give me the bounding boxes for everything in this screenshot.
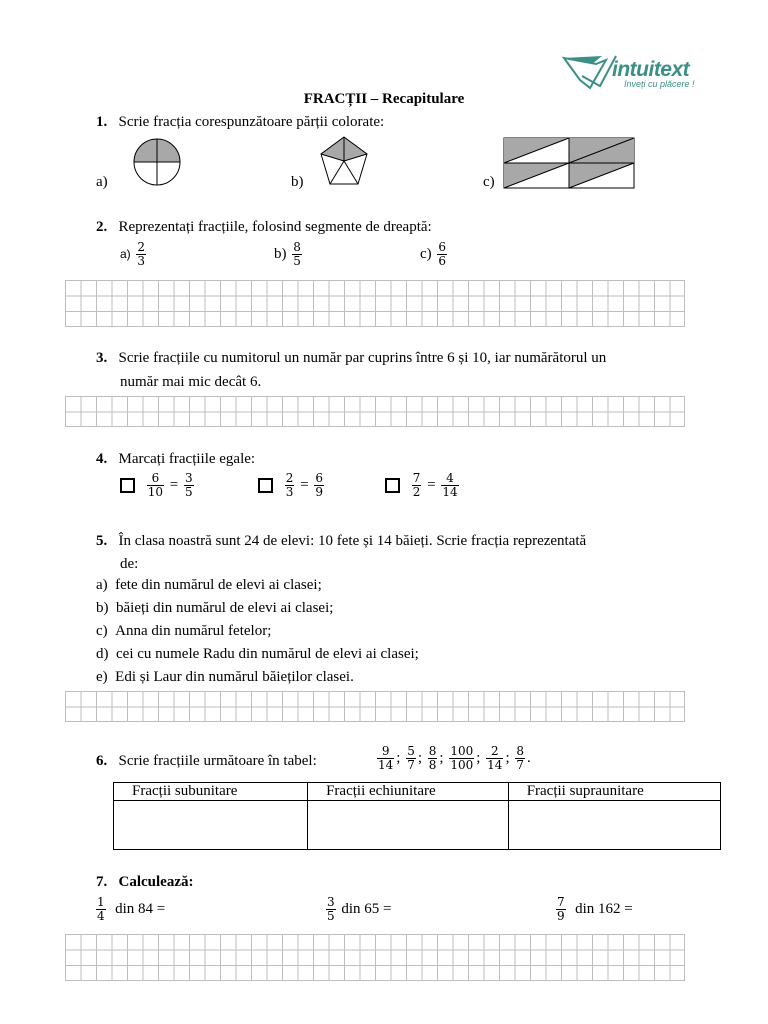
q1-rectangle-figure (503, 137, 635, 189)
q6-heading (96, 753, 317, 770)
q6-text: Scrie fracțiile următoare în tabel: (118, 753, 317, 769)
table-cell-supraunitare[interactable] (508, 801, 720, 850)
q2-heading (96, 219, 432, 236)
q5-text-line1: În clasa noastră sunt 24 de elevi: 10 fete și 14 băieți. Scrie fracția reprezentată (118, 533, 587, 549)
q2-text: Reprezentați fracțiile, folosind segmente de dreaptă: (118, 219, 432, 235)
q2-fraction-a: $\frac{2}{3}$ (137, 240, 146, 268)
q7-item-1: $\frac{1}{4}$ din 84 = (97, 895, 166, 923)
q1-label-c: c) (483, 174, 495, 190)
table-cell-subunitare[interactable] (114, 801, 308, 850)
q5-heading (96, 533, 586, 550)
table-header: Fracții supraunitare (508, 783, 720, 801)
q2-item-b (274, 241, 304, 268)
page-title: FRACȚII – Recapitulare (303, 91, 465, 107)
q6-number: 6. (96, 753, 108, 769)
q3-text-line1: Scrie fracțiile cu numitorul un număr par cuprins între 6 și 10, iar numărătorul un (118, 350, 607, 366)
q4-pair-1: $\frac{6}{10}$ = $\frac{3}{5}$ (120, 472, 196, 499)
table-header: Fracții subunitare (114, 783, 308, 801)
q2-label-b: b) (274, 245, 287, 262)
q2-number: 2. (96, 219, 108, 235)
q7-item-3: $\frac{7}{9}$ din 162 = (557, 895, 633, 923)
q4-number: 4. (96, 451, 108, 467)
q4-pair-2: $\frac{2}{3}$ = $\frac{6}{9}$ (258, 472, 326, 499)
list-item: d) cei cu numele Radu din numărul de elevi ai clasei; (96, 646, 419, 662)
q3-number: 3. (96, 350, 108, 366)
q5-answer-grid[interactable] (65, 691, 685, 722)
q4-checkbox-3[interactable] (385, 478, 400, 493)
q6-table (113, 782, 721, 850)
list-item: c) Anna din numărul fetelor; (96, 623, 272, 639)
q5-item-list (96, 574, 419, 689)
q5-number: 5. (96, 533, 108, 549)
table-cell-echiunitare[interactable] (308, 801, 509, 850)
list-item: e) Edi și Laur din numărul băieților clasei. (96, 669, 354, 685)
q1-heading (96, 114, 384, 131)
q7-heading (96, 874, 193, 891)
q1-text: Scrie fracția corespunzătoare părții colorate: (118, 114, 385, 130)
list-item: b) băieți din numărul de elevi ai clasei; (96, 600, 334, 616)
q7-item-2: $\frac{3}{5}$ din 65 = (327, 895, 392, 923)
q4-checkbox-1[interactable] (120, 478, 135, 493)
q7-text: Calculează: (118, 874, 194, 890)
q4-pair-3: $\frac{7}{2}$ = $\frac{4}{14}$ (385, 472, 461, 499)
q7-number: 7. (96, 874, 108, 890)
q1-circle-figure (128, 137, 186, 187)
q3-text-line2: număr mai mic decât 6. (120, 374, 262, 390)
q2-answer-grid[interactable] (65, 280, 685, 327)
q3-heading (96, 350, 606, 367)
q6-fraction-list: $\frac{9}{14}$ ; $\frac{5}{7}$ ; $\frac{8}{8}$ ; $\frac{100}{100}$ ; $\frac{2}{14}$ ; $\frac{8}{7}$ . (378, 744, 531, 772)
q2-label-a: a) (120, 246, 131, 261)
q5-text-line2: de: (120, 556, 139, 572)
list-item: a) fete din numărul de elevi ai clasei; (96, 577, 322, 593)
q1-label-b: b) (291, 174, 304, 190)
logo-brand: intuitext (612, 58, 690, 81)
q4-checkbox-2[interactable] (258, 478, 273, 493)
q2-label-c: c) (420, 245, 432, 262)
q2-item-a (120, 241, 148, 268)
q2-fraction-c: $\frac{6}{6}$ (438, 240, 447, 268)
q1-label-a: a) (96, 174, 108, 190)
q2-fraction-b: $\frac{8}{5}$ (293, 240, 301, 268)
q1-number: 1. (96, 114, 108, 130)
q3-answer-grid[interactable] (65, 396, 685, 427)
table-header: Fracții echiunitare (308, 783, 509, 801)
q4-text: Marcați fracțiile egale: (118, 451, 256, 467)
q4-heading (96, 451, 255, 468)
q1-pentagon-figure (316, 134, 372, 188)
q2-item-c (420, 241, 449, 268)
logo-tagline: înveți cu plăcere ! (624, 79, 695, 89)
q7-answer-grid[interactable] (65, 934, 685, 981)
